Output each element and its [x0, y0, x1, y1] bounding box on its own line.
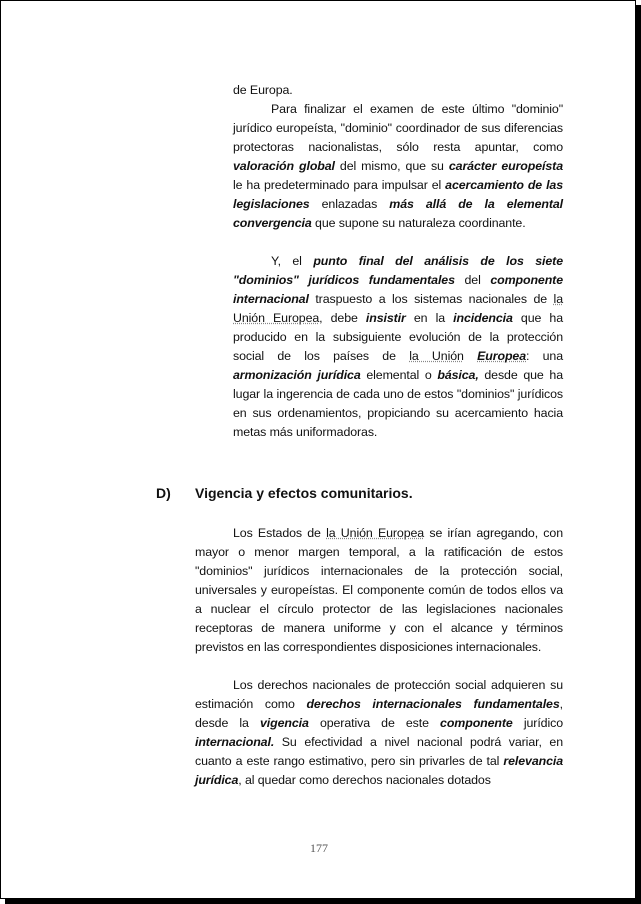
text-run: , al quedar como derechos nacionales dotados	[238, 773, 491, 787]
paragraph-member-states	[195, 524, 563, 657]
text-run: del mismo, que su	[334, 159, 449, 173]
page-shadow-bottom	[5, 899, 641, 904]
text-run: , desde la	[195, 697, 563, 730]
text-run: que ha producido en la subsiguiente evolución de la protección social de los países de	[233, 311, 563, 363]
emphasis: internacional.	[195, 735, 275, 749]
emphasis: punto final del análisis de los siete "dominios" jurídicos fundamentales	[233, 254, 563, 287]
emphasis: carácter europeísta	[448, 159, 563, 173]
text-block-lower	[195, 524, 563, 790]
emphasis: relevancia jurídica	[195, 754, 563, 787]
page-shadow-right	[636, 5, 641, 904]
text-run: : una	[526, 349, 564, 363]
paragraph-national-rights	[195, 676, 563, 790]
text-run: Para finalizar el examen de este último "dominio" jurídico europeísta, "dominio" coordinador de sus diferencias protectoras nacionalistas, sólo resta apuntar, como	[233, 102, 563, 154]
emphasis: básica,	[437, 368, 479, 382]
underlined-term: la Unión Europea	[326, 526, 425, 540]
underlined-term: la Unión	[409, 349, 464, 363]
text-run: Su efectividad a nivel nacional podrá variar, en cuanto a este rango estimativo, pero sin privarles de tal	[195, 735, 563, 768]
emphasis: componente	[440, 716, 513, 730]
text-block-upper	[233, 81, 563, 442]
paragraph-final-exam	[233, 100, 563, 233]
emphasis: vigencia	[260, 716, 309, 730]
text-run: Y, el	[271, 254, 314, 268]
emphasis: componente internacional	[233, 273, 564, 306]
emphasis: insistir	[365, 311, 406, 325]
emphasis: armonización jurídica	[233, 368, 361, 382]
text-run: Los derechos nacionales de protección social adquieren su estimación como	[195, 678, 563, 711]
paragraph-spacer	[195, 657, 563, 676]
text-run: , debe	[319, 311, 366, 325]
paragraph-final-point	[233, 252, 563, 442]
text-run: del	[454, 273, 491, 287]
continuation-line: de Europa.	[233, 83, 293, 97]
text-run: enlazadas	[309, 197, 390, 211]
text-run: se irían agregando, con mayor o menor margen temporal, a la ratificación de estos "dominios" jurídicos internacionales de la protección social, universales y europeístas. El componente común de todos ellos va a nuclear el círculo protector de las legislaciones nacionales receptoras de manera uniforme y con el alcance y términos previstos en las correspondientes disposiciones internacionales.	[195, 526, 563, 654]
section-title: Vigencia y efectos comunitarios.	[195, 485, 413, 501]
section-letter: D)	[156, 485, 171, 501]
emphasis: derechos internacionales fundamentales	[306, 697, 560, 711]
text-run: traspuesto a los sistemas nacionales de	[308, 292, 554, 306]
text-run: que supone su naturaleza coordinante.	[311, 216, 526, 230]
paragraph-spacer	[233, 233, 563, 252]
underlined-term: la Unión Europea	[233, 292, 563, 325]
emphasis: valoración global	[233, 159, 335, 173]
emphasis: Europea	[477, 349, 526, 363]
text-run: en la	[405, 311, 454, 325]
text-run: Los Estados de	[233, 526, 327, 540]
text-run: operativa de este	[308, 716, 441, 730]
emphasis: incidencia	[453, 311, 513, 325]
text-run: desde que ha lugar la ingerencia de cada uno de estos "dominios" jurídicos en sus ordenamientos, propiciando su acercamiento hacia metas más uniformadoras.	[233, 368, 563, 439]
text-run: le ha predeterminado para impulsar el	[233, 178, 446, 192]
text-run	[464, 349, 477, 363]
emphasis: acercamiento de las legislaciones	[233, 178, 563, 211]
emphasis: más allá de la elemental convergencia	[233, 197, 564, 230]
text-run: jurídico	[512, 716, 564, 730]
text-run: elemental o	[360, 368, 438, 382]
page-number: 177	[310, 841, 328, 855]
